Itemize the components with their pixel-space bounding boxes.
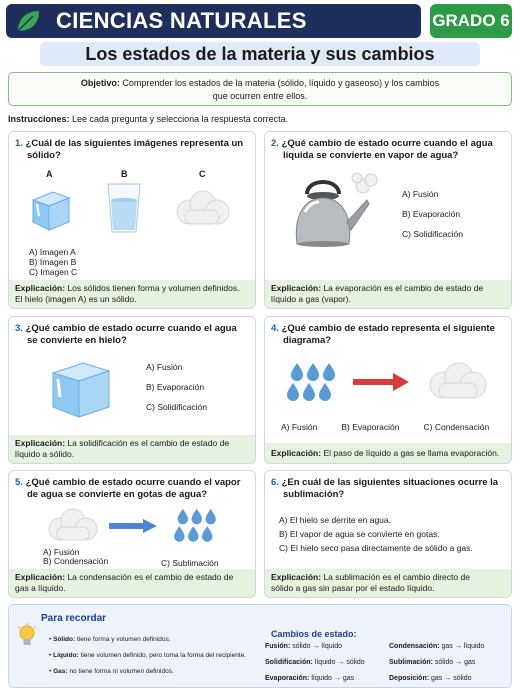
lightbulb-icon (17, 623, 37, 649)
leaf-icon (14, 7, 42, 35)
question-card-5 (8, 470, 256, 598)
option-b[interactable]: B) Evaporación (146, 382, 205, 392)
option-a[interactable]: A) Imagen A (29, 247, 76, 257)
cloud-icon (171, 188, 233, 228)
option-b[interactable]: B) El vapor de agua se convierte en gotas. (279, 529, 440, 539)
explanation: Explicación: Los sólidos tienen forma y volumen definidos. El hielo (imagen A) es un sólido. (9, 280, 255, 308)
change-item: Fusión: sólido → líquido (265, 643, 343, 650)
question-text: 4. ¿Qué cambio de estado representa el siguiente diagrama? (271, 323, 495, 346)
water-drops-icon (173, 507, 217, 547)
ice-cube-icon (25, 184, 75, 234)
objective-label: Objetivo: (80, 78, 120, 88)
kettle-icon (283, 172, 383, 248)
option-c[interactable]: C) Imagen C (29, 267, 78, 277)
question-text: 2. ¿Qué cambio de estado ocurre cuando el agua líquida se convierte en vapor de agua? (271, 138, 493, 161)
options-list (402, 184, 463, 244)
option-a[interactable]: A) Fusión (43, 547, 80, 557)
question-card-6 (264, 470, 512, 598)
options-list (281, 421, 489, 434)
objective-text-2: que ocurren entre ellos. (212, 91, 308, 101)
change-item: Sublimación: sólido → gas (389, 659, 476, 666)
options-list (29, 247, 77, 277)
instructions-label: Instrucciones: (8, 114, 70, 124)
option-b[interactable]: B) Evaporación (402, 209, 461, 219)
question-card-3 (8, 316, 256, 464)
question-text: 1. ¿Cuál de las siguientes imágenes representa un sólido? (15, 138, 244, 161)
header-banner (6, 4, 421, 38)
question-text: 5. ¿Qué cambio de estado ocurre cuando el vapor de agua se convierte en gotas de agua? (15, 477, 241, 500)
question-text: 6. ¿En cuál de las siguientes situaciones ocurre la sublimación? (271, 477, 499, 500)
question-card-1 (8, 131, 256, 309)
image-label-b: B (121, 169, 128, 179)
option-a[interactable]: A) Fusión (281, 422, 318, 432)
objective-box (8, 72, 512, 106)
option-c[interactable]: C) El hielo seco pasa directamente de sólido a gas. (279, 543, 473, 553)
option-c[interactable]: C) Sublimación (161, 558, 219, 568)
reminder-item: • Líquido: tiene volumen definido, pero toma la forma del recipiente. (49, 652, 247, 659)
instructions (8, 114, 288, 124)
option-c[interactable]: C) Condensación (423, 422, 490, 432)
option-a[interactable]: A) El hielo se derrite en agua. (279, 515, 391, 525)
cloud-icon (45, 507, 101, 543)
reminder-box (8, 604, 512, 688)
change-item: Solidificación: líquido → sólido (265, 659, 365, 666)
cloud-icon (425, 359, 491, 403)
red-arrow-icon (353, 373, 409, 391)
changes-title: Cambios de estado: (271, 629, 357, 639)
image-label-c: C (199, 169, 206, 179)
option-b[interactable]: B) Condensación (43, 556, 109, 566)
page-title: Los estados de la materia y sus cambios (40, 42, 480, 66)
option-b[interactable]: B) Evaporación (341, 422, 400, 432)
grade-badge: GRADO 6 (430, 4, 512, 38)
question-text: 3. ¿Qué cambio de estado ocurre cuando el agua se convierte en hielo? (15, 323, 237, 346)
question-card-4 (264, 316, 512, 464)
option-c[interactable]: C) Solidificación (402, 229, 463, 239)
option-a[interactable]: A) Fusión (146, 362, 183, 372)
reminder-item: • Sólido: tiene forma y volumen definidos. (49, 636, 171, 643)
question-card-2 (264, 131, 512, 309)
explanation: Explicación: La condensación es el cambio de estado de gas a líquido. (9, 569, 255, 597)
water-drops-icon (287, 361, 335, 407)
change-item: Condensación: gas → líquido (389, 643, 485, 650)
options-list (146, 357, 207, 417)
option-c[interactable]: C) Solidificación (146, 402, 207, 412)
blue-arrow-icon (109, 519, 157, 533)
subject-title: CIENCIAS NATURALES (56, 8, 307, 33)
explanation: Explicación: El paso de líquido a gas se llama evaporación. (265, 443, 511, 463)
change-item: Evaporación: líquido → gas (265, 675, 355, 682)
options-list (43, 548, 108, 566)
instructions-text: Lee cada pregunta y selecciona la respuesta correcta. (72, 114, 289, 124)
option-b[interactable]: B) Imagen B (29, 257, 77, 267)
option-a[interactable]: A) Fusión (402, 189, 439, 199)
explanation: Explicación: La solidificación es el cambio de estado de líquido a sólido. (9, 435, 255, 463)
options-list (279, 513, 473, 555)
explanation: Explicación: La sublimación es el cambio directo de sólido a gas sin pasar por el estado líquido. (265, 569, 511, 597)
explanation: Explicación: La evaporación es el cambio de estado de líquido a gas (vapor). (265, 280, 511, 308)
reminder-item: • Gas: no tiene forma ni volumen definidos. (49, 668, 174, 675)
image-label-a: A (46, 169, 53, 179)
water-glass-icon (104, 180, 144, 236)
objective-text: Comprender los estados de la materia (sólido, líquido y gaseoso) y los cambios (122, 78, 440, 88)
change-item: Deposición: gas → sólido (389, 675, 472, 682)
reminder-title: Para recordar (41, 613, 107, 624)
ice-cube-icon (43, 353, 119, 423)
